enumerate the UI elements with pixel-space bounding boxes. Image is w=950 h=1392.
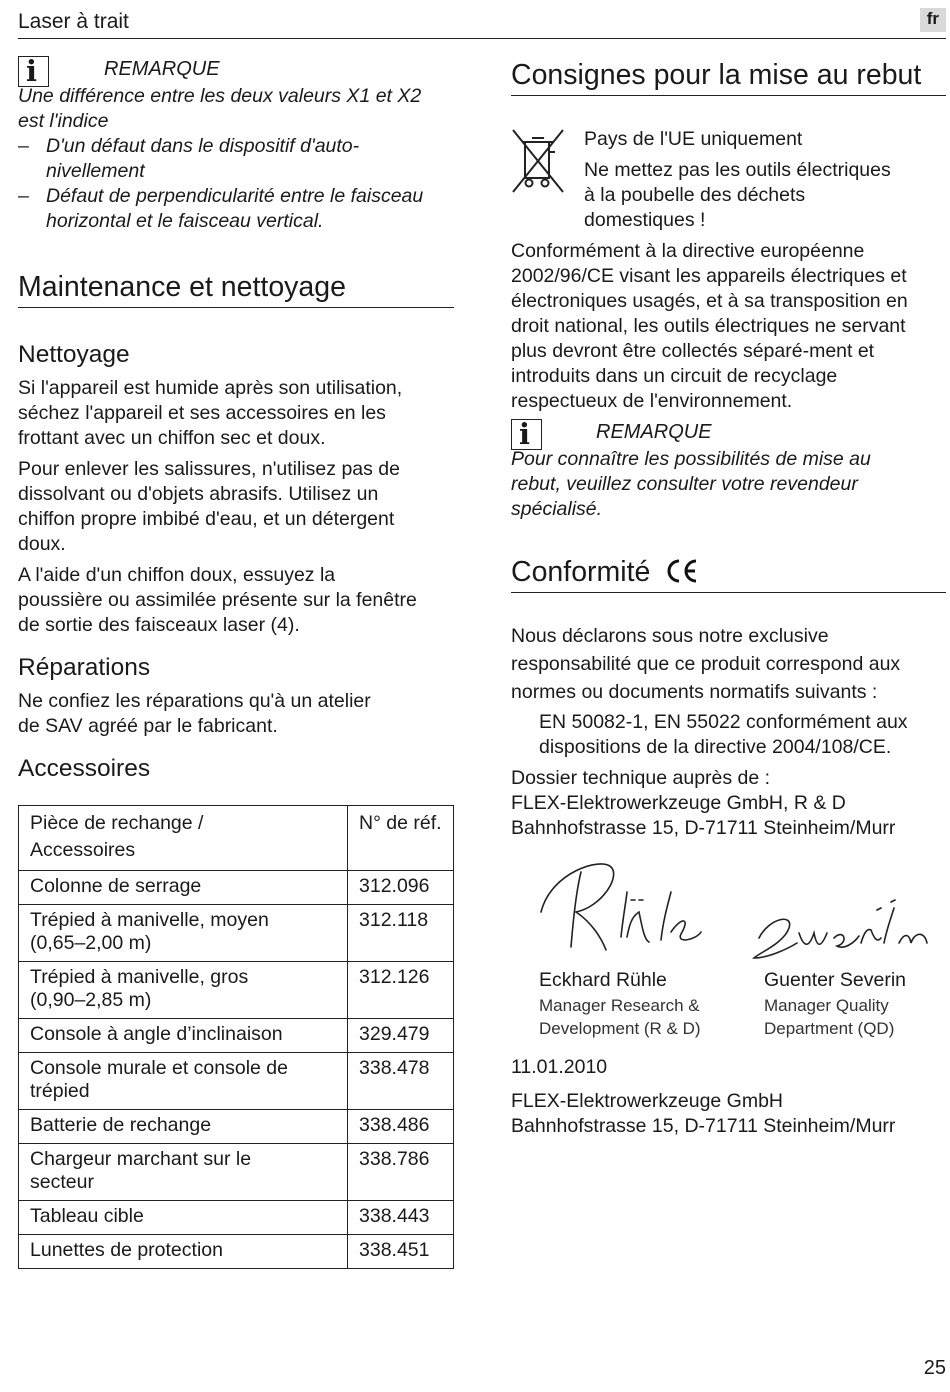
part-name-cell: Batterie de rechange xyxy=(19,1110,348,1144)
table-row xyxy=(19,1053,454,1110)
cleaning-paragraph-3: A l'aide d'un chiffon doux, essuyez la poussière ou assimilée présente sur la fenêtre de sortie des faisceaux laser (4). xyxy=(18,564,417,636)
section-title-maintenance: Maintenance et nettoyage xyxy=(18,270,454,308)
section-title-disposal: Consignes pour la mise au rebut xyxy=(511,58,946,96)
technical-file: Dossier technique auprès de : FLEX-Elektrowerkzeuge GmbH, R & D Bahnhofstrasse 15, D-71711 Steinheim/Murr xyxy=(511,767,896,839)
section-title-conformity: Conformité xyxy=(511,555,946,593)
signer-name: Eckhard Rühle xyxy=(539,969,667,991)
disposal-warning: Ne mettez pas les outils électriques à la poubelle des déchets domestiques ! xyxy=(584,159,891,231)
cleaning-paragraph-2: Pour enlever les salissures, n'utilisez pas de dissolvant ou d'objets abrasifs. Utilisez un chiffon propre imbibé d'eau, et un détergent doux. xyxy=(18,458,400,555)
disposal-body: Conformément à la directive européenne 2002/96/CE visant les appareils électriques et électroniques usagés, et à sa transposition en droit national, les outils électriques ne servant plus devront être collectés séparé-ment et introduits dans un circuit de recyclage respectueux de l'environnement. xyxy=(511,240,908,412)
company-address: FLEX-Elektrowerkzeuge GmbH Bahnhofstrasse 15, D-71711 Steinheim/Murr xyxy=(511,1090,896,1137)
subsection-title-repairs: Réparations xyxy=(18,654,151,681)
table-row xyxy=(19,1235,454,1269)
accessories-table-wrapper xyxy=(18,805,454,1269)
eu-only-text: Pays de l'UE uniquement xyxy=(584,128,803,150)
part-name-cell: Console murale et console de trépied xyxy=(19,1053,348,1110)
table-header-part: Pièce de rechange / Accessoires xyxy=(19,806,348,871)
subsection-title-cleaning: Nettoyage xyxy=(18,341,130,368)
note-remarque xyxy=(18,56,454,234)
note-list-item: – D'un défaut dans le dispositif d'auto- nivellement xyxy=(18,135,360,182)
note-label: REMARQUE xyxy=(596,421,712,443)
note-line: Une différence entre les deux valeurs X1 et X2 xyxy=(18,85,422,107)
page-number: 25 xyxy=(923,1357,946,1379)
part-ref-cell: 338.786 xyxy=(348,1144,454,1201)
part-name-cell: Tableau cible xyxy=(19,1201,348,1235)
language-badge: fr xyxy=(920,8,946,32)
note-list-item: – Défaut de perpendicularité entre le faisceau horizontal et le faisceau vertical. xyxy=(18,185,424,232)
table-row xyxy=(19,1019,454,1053)
part-name-cell: Colonne de serrage xyxy=(19,871,348,905)
part-name-cell: Lunettes de protection xyxy=(19,1235,348,1269)
cleaning-paragraph-1: Si l'appareil est humide après son utilisation, séchez l'appareil et ses accessoires en les frottant avec un chiffon sec et doux. xyxy=(18,377,403,449)
header-title: Laser à trait xyxy=(18,10,129,33)
signer-name: Guenter Severin xyxy=(764,969,906,991)
part-name-cell: Trépied à manivelle, gros (0,90–2,85 m) xyxy=(19,962,348,1019)
part-ref-cell: 329.479 xyxy=(348,1019,454,1053)
accessories-table-body xyxy=(19,871,454,1269)
table-row xyxy=(19,1144,454,1201)
subsection-title-accessories: Accessoires xyxy=(18,755,151,782)
table-header-ref: N° de réf. xyxy=(348,806,454,871)
part-name-cell: Chargeur marchant sur le secteur xyxy=(19,1144,348,1201)
signer-block xyxy=(539,968,739,1040)
conformity-paragraph: Nous déclarons sous notre exclusive responsabilité que ce produit correspond aux normes ou documents normatifs suivants : xyxy=(511,625,901,703)
signature-severin xyxy=(749,888,949,968)
signer-block xyxy=(764,968,946,1040)
part-ref-cell: 338.451 xyxy=(348,1235,454,1269)
table-row xyxy=(19,962,454,1019)
note-remarque: i REMARQUE Pour connaître les possibilités de mise au rebut, veuillez consulter votre revendeur spécialisé. xyxy=(511,417,871,520)
info-icon: i xyxy=(18,56,49,87)
note-label: REMARQUE xyxy=(104,58,220,80)
part-ref-cell: 338.486 xyxy=(348,1110,454,1144)
table-row xyxy=(19,1201,454,1235)
table-row xyxy=(19,905,454,962)
part-ref-cell: 338.443 xyxy=(348,1201,454,1235)
signature-ruehle xyxy=(531,852,711,962)
signer-role: Manager Quality Department (QD) xyxy=(764,996,895,1038)
part-name-cell: Console à angle d’inclinaison xyxy=(19,1019,348,1053)
part-ref-cell: 312.096 xyxy=(348,871,454,905)
ce-mark-icon xyxy=(664,558,698,584)
declaration-date: 11.01.2010 xyxy=(511,1056,608,1078)
info-icon: i xyxy=(511,419,542,450)
note-line: est l'indice xyxy=(18,110,109,132)
signer-role: Manager Research & Development (R & D) xyxy=(539,996,701,1038)
table-row xyxy=(19,1110,454,1144)
part-ref-cell: 338.478 xyxy=(348,1053,454,1110)
part-ref-cell: 312.126 xyxy=(348,962,454,1019)
part-ref-cell: 312.118 xyxy=(348,905,454,962)
crossed-out-wheelie-bin-icon xyxy=(511,128,565,196)
repairs-paragraph: Ne confiez les réparations qu'à un atelier de SAV agréé par le fabricant. xyxy=(18,690,371,737)
part-name-cell: Trépied à manivelle, moyen (0,65–2,00 m) xyxy=(19,905,348,962)
table-row xyxy=(19,871,454,905)
accessories-table xyxy=(18,805,454,1269)
conformity-standards: EN 50082-1, EN 55022 conformément aux dispositions de la directive 2004/108/CE. xyxy=(539,711,908,758)
table-header-row xyxy=(19,806,454,871)
page-header xyxy=(18,8,946,39)
